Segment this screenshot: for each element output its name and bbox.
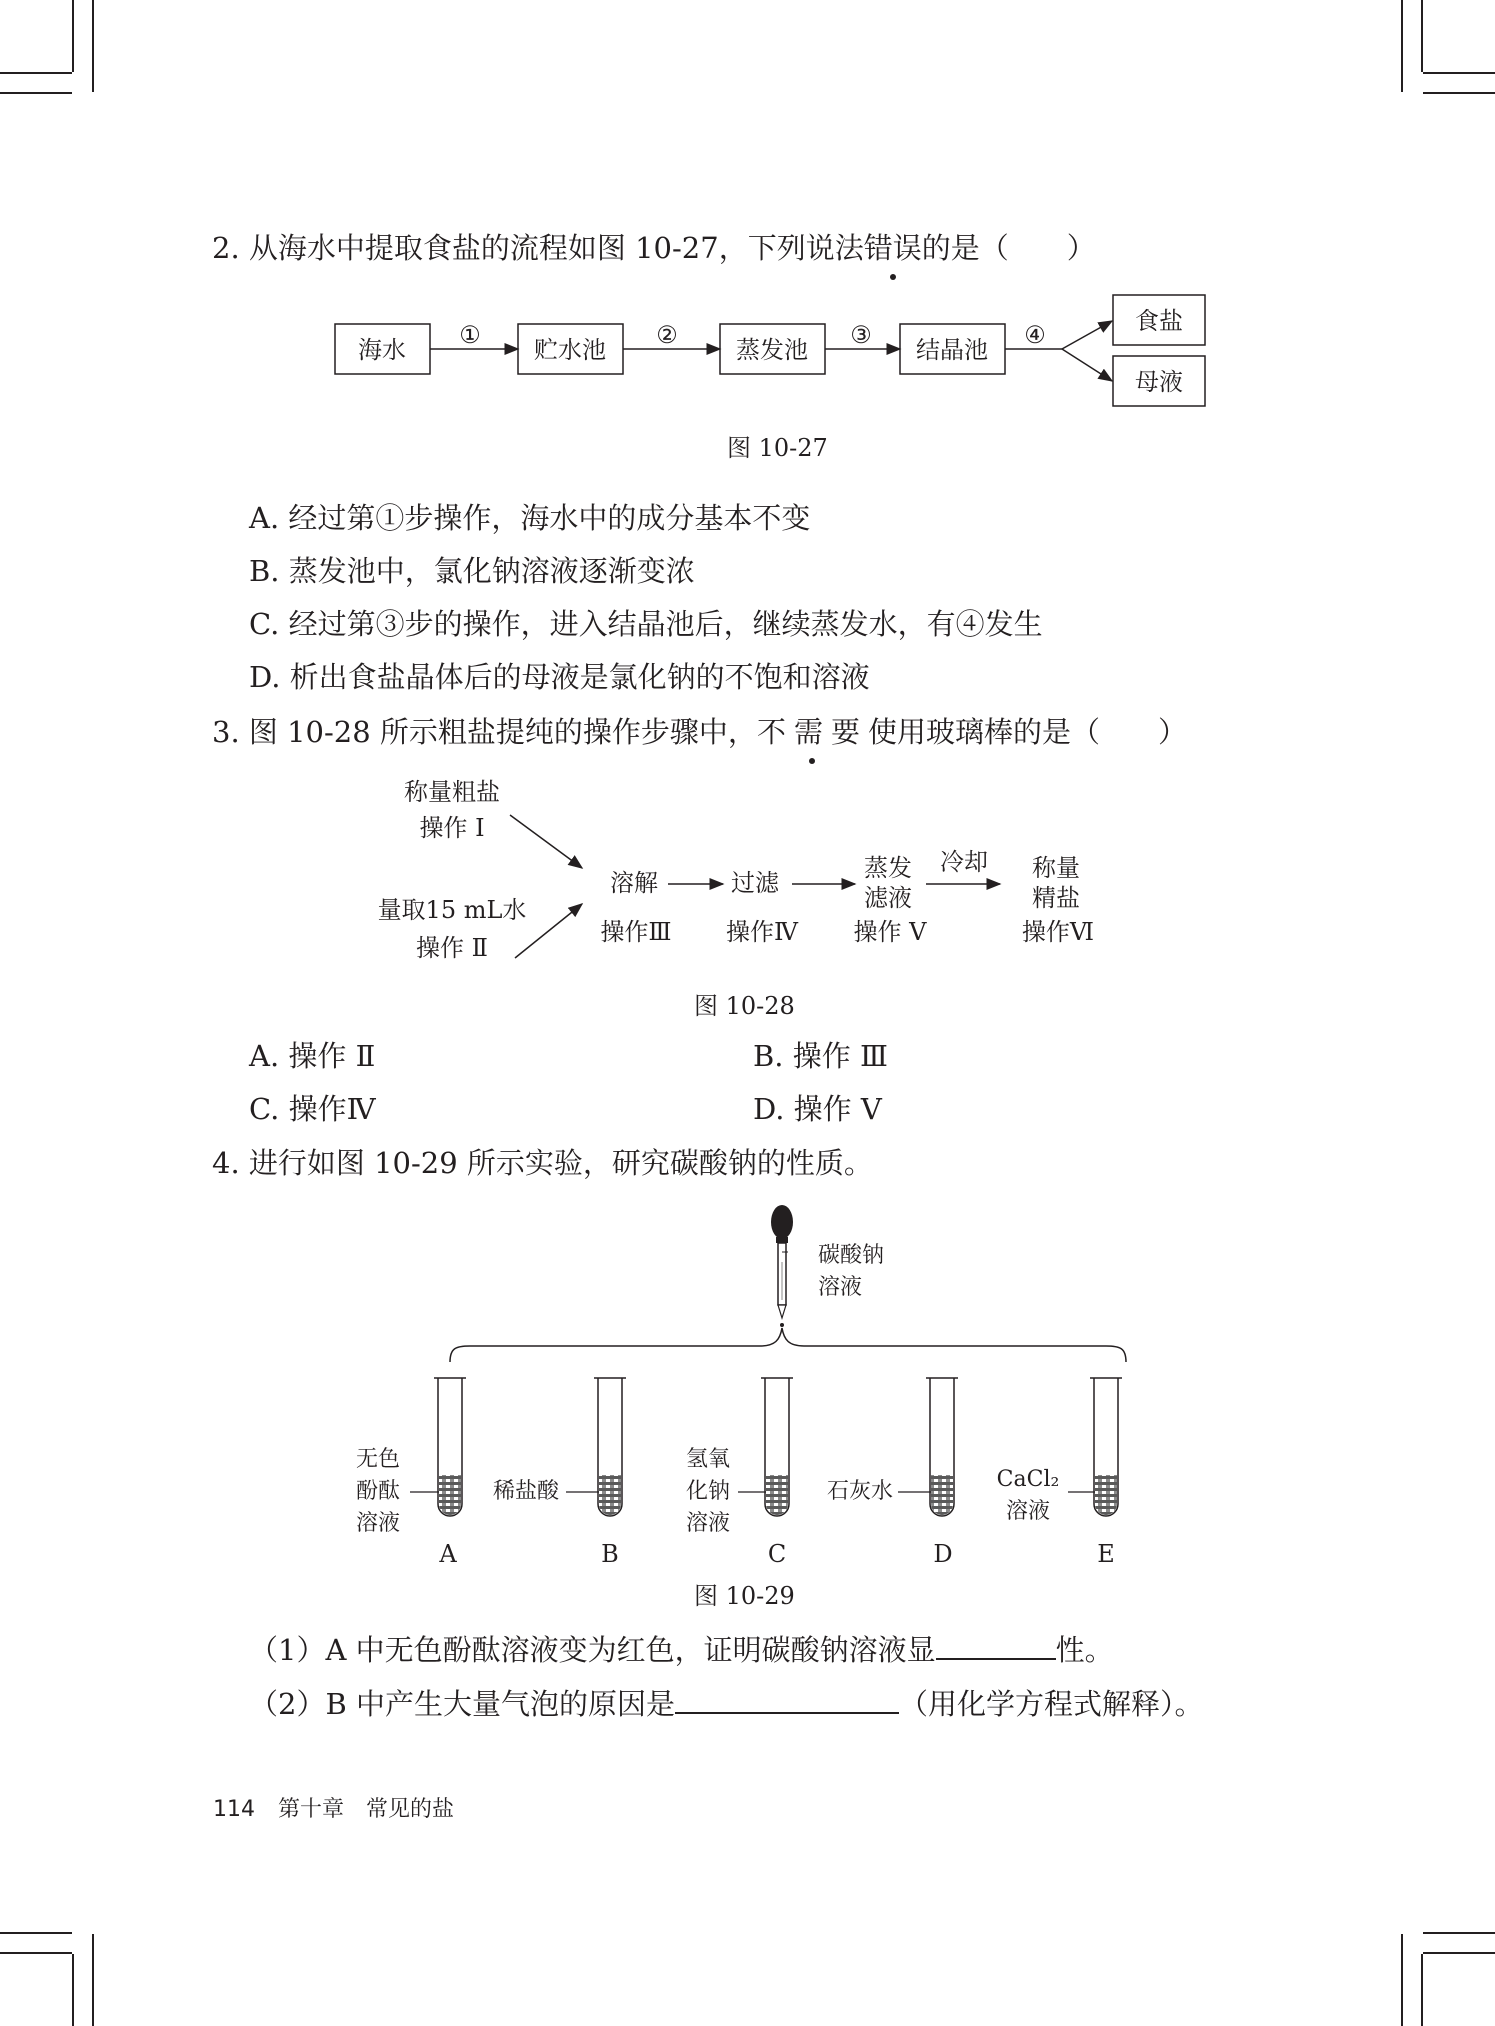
tube-letter: D bbox=[933, 1540, 953, 1568]
flow-box-label: 结晶池 bbox=[916, 336, 988, 364]
option-b: B. 操作 Ⅲ bbox=[753, 1039, 888, 1073]
tube-label: 无色 bbox=[355, 1447, 401, 1472]
option-d: D. 操作 Ⅴ bbox=[753, 1092, 882, 1126]
crop-mark bbox=[72, 0, 74, 72]
question-3-stem bbox=[212, 712, 1187, 752]
figure-caption: 图 10-27 bbox=[727, 434, 828, 462]
crop-mark bbox=[1401, 1934, 1403, 2026]
tube-label: 石灰水 bbox=[826, 1479, 894, 1504]
crop-mark bbox=[72, 1954, 74, 2026]
dropper-label: 碳酸钠 bbox=[818, 1243, 885, 1268]
flow-box-label: 贮水池 bbox=[534, 336, 606, 364]
step-label: 量取15 mL水 bbox=[377, 896, 527, 924]
sub-question-text: （用化学方程式解释）。 bbox=[898, 1687, 1204, 1721]
flow-step-label: ④ bbox=[1024, 321, 1046, 349]
stem-text: 使用玻璃棒的是（ ） bbox=[867, 715, 1187, 749]
tube-label: 溶液 bbox=[355, 1511, 401, 1536]
page-footer bbox=[213, 1792, 454, 1823]
flow-box-label: 母液 bbox=[1135, 368, 1183, 396]
sub-question-2 bbox=[249, 1684, 1204, 1724]
flow-arrow bbox=[1062, 349, 1112, 381]
crop-mark bbox=[0, 92, 72, 94]
step-label: 溶解 bbox=[610, 869, 658, 897]
figure-caption: 图 10-28 bbox=[694, 992, 795, 1020]
stem-text: 2. 从海水中提取食盐的流程如图 10-27，下列说法 bbox=[212, 231, 864, 265]
test-tube-b bbox=[594, 1378, 626, 1516]
test-tube-a bbox=[434, 1378, 466, 1516]
dropper-label: 溶液 bbox=[818, 1275, 863, 1300]
brace bbox=[450, 1328, 1126, 1362]
page-number: 114 bbox=[213, 1797, 255, 1822]
option-b: B. 蒸发池中，氯化钠溶液逐渐变浓 bbox=[249, 554, 695, 588]
crop-mark bbox=[1423, 1952, 1495, 1954]
option-a: A. 经过第①步操作，海水中的成分基本不变 bbox=[249, 501, 811, 535]
question-4-stem: 4. 进行如图 10-29 所示实验，研究碳酸钠的性质。 bbox=[212, 1146, 873, 1180]
tube-letter: A bbox=[439, 1540, 457, 1568]
flow-box-label: 食盐 bbox=[1135, 307, 1183, 335]
crop-mark bbox=[1423, 92, 1495, 94]
tube-label: CaCl₂ bbox=[996, 1467, 1060, 1492]
stem-text: 3. 图 10-28 所示粗盐提纯的操作步骤中， bbox=[212, 715, 757, 749]
tube-label: 酚酞 bbox=[355, 1479, 401, 1504]
sub-question-1 bbox=[249, 1630, 1114, 1670]
emphasis-text: 错误 bbox=[864, 228, 922, 268]
flow-step-label: ③ bbox=[850, 321, 872, 349]
crop-mark bbox=[1423, 1932, 1495, 1934]
step-label: 滤液 bbox=[864, 884, 912, 912]
crop-mark bbox=[1401, 0, 1403, 92]
tube-label: 溶液 bbox=[685, 1511, 731, 1536]
question-2-stem bbox=[212, 228, 1096, 268]
step-label: 过滤 bbox=[731, 869, 779, 897]
test-tube-e bbox=[1090, 1378, 1122, 1516]
tube-letter: B bbox=[601, 1540, 619, 1568]
crop-mark bbox=[0, 72, 72, 74]
chapter-title: 第十章 常见的盐 bbox=[278, 1797, 455, 1822]
operation-label: 操作Ⅳ bbox=[726, 918, 798, 946]
tube-label: 氢氧 bbox=[685, 1447, 731, 1472]
step-label: 精盐 bbox=[1032, 884, 1080, 912]
crop-mark bbox=[0, 1932, 72, 1934]
dropper-icon bbox=[771, 1205, 793, 1327]
step-label: 称量 bbox=[1032, 854, 1080, 882]
step-label: 蒸发 bbox=[864, 854, 912, 882]
option-a: A. 操作 Ⅱ bbox=[249, 1039, 376, 1073]
figure-10-27-flowchart bbox=[320, 288, 1220, 418]
stem-text: 的是（ ） bbox=[921, 231, 1096, 265]
operation-label: 操作 Ⅰ bbox=[419, 814, 485, 842]
option-c: C. 经过第③步的操作，进入结晶池后，继续蒸发水，有④发生 bbox=[249, 607, 1043, 641]
step-label: 冷却 bbox=[940, 848, 988, 876]
operation-label: 操作Ⅵ bbox=[1021, 918, 1095, 946]
crop-mark bbox=[1423, 72, 1495, 74]
flow-box-label: 蒸发池 bbox=[736, 336, 808, 364]
flow-step-label: ① bbox=[459, 321, 481, 349]
operation-label: 操作Ⅲ bbox=[600, 918, 672, 946]
option-d: D. 析出食盐晶体后的母液是氯化钠的不饱和溶液 bbox=[249, 660, 870, 694]
flow-arrow bbox=[510, 815, 582, 868]
crop-mark bbox=[1421, 0, 1423, 72]
emphasis-text: 不需要 bbox=[757, 712, 868, 752]
crop-mark bbox=[92, 1934, 94, 2026]
tube-label: 溶液 bbox=[1005, 1499, 1051, 1524]
step-label: 称量粗盐 bbox=[404, 778, 500, 806]
answer-blank[interactable] bbox=[675, 1684, 899, 1714]
answer-blank[interactable] bbox=[936, 1630, 1056, 1660]
operation-label: 操作 Ⅴ bbox=[853, 918, 927, 946]
crop-mark bbox=[0, 1952, 72, 1954]
flow-arrow bbox=[1062, 321, 1112, 349]
flow-step-label: ② bbox=[656, 321, 678, 349]
sub-question-text: （2）B 中产生大量气泡的原因是 bbox=[249, 1687, 675, 1721]
tube-letter: E bbox=[1097, 1540, 1115, 1568]
figure-caption: 图 10-29 bbox=[694, 1582, 795, 1610]
figure-10-29-test-tubes bbox=[330, 1200, 1130, 1580]
crop-mark bbox=[92, 0, 94, 92]
sub-question-text: 性。 bbox=[1055, 1633, 1114, 1667]
sub-question-text: （1）A 中无色酚酞溶液变为红色，证明碳酸钠溶液显 bbox=[249, 1633, 936, 1667]
tube-label: 稀盐酸 bbox=[492, 1479, 560, 1504]
option-c: C. 操作Ⅳ bbox=[249, 1092, 376, 1126]
operation-label: 操作 Ⅱ bbox=[416, 934, 488, 962]
tube-label: 化钠 bbox=[685, 1479, 731, 1504]
test-tube-c bbox=[761, 1378, 793, 1516]
figure-10-28-flowchart bbox=[360, 770, 1160, 970]
test-tube-d bbox=[926, 1378, 958, 1516]
tube-letter: C bbox=[767, 1540, 787, 1568]
flow-box-label: 海水 bbox=[358, 336, 406, 364]
crop-mark bbox=[1421, 1954, 1423, 2026]
